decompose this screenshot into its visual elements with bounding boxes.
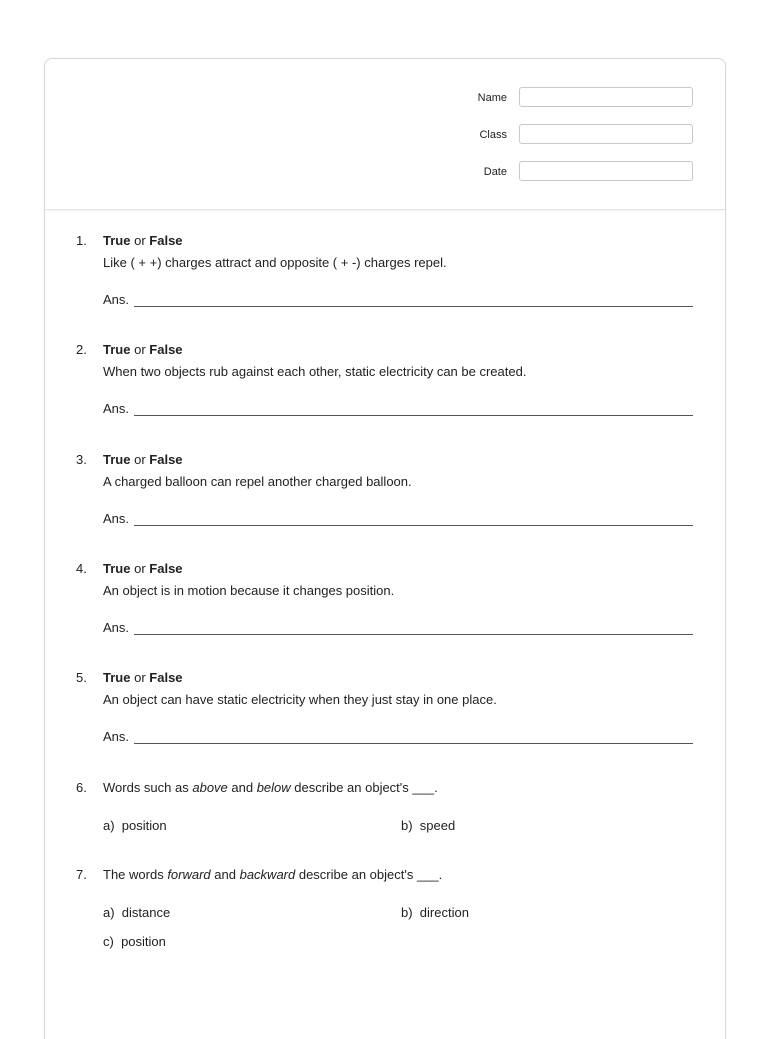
- false-word: False: [149, 233, 183, 248]
- answer-label: Ans.: [103, 620, 130, 635]
- true-word: True: [103, 452, 131, 467]
- true-false-prompt: [103, 452, 693, 468]
- statement-text: and: [227, 780, 257, 795]
- name-field[interactable]: [519, 87, 693, 107]
- or-word: or: [134, 561, 146, 576]
- emphasis-word: below: [256, 780, 291, 795]
- or-word: or: [134, 342, 146, 357]
- or-word: or: [134, 452, 146, 467]
- emphasis-word: above: [192, 780, 228, 795]
- name-label: Name: [477, 92, 507, 104]
- date-label: Date: [483, 166, 507, 178]
- false-word: False: [149, 452, 183, 467]
- class-field[interactable]: [519, 124, 693, 144]
- true-false-prompt: [103, 233, 693, 249]
- statement-text: describe an object's ___.: [290, 780, 438, 795]
- true-word: True: [103, 670, 131, 685]
- answer-row[interactable]: [103, 292, 693, 308]
- false-word: False: [149, 561, 183, 576]
- statement-text: The words: [103, 867, 168, 882]
- option-letter: a): [103, 905, 115, 920]
- or-word: or: [134, 233, 146, 248]
- answer-line[interactable]: [134, 306, 693, 307]
- option-text: position: [121, 818, 167, 833]
- answer-row[interactable]: [103, 620, 693, 636]
- true-word: True: [103, 342, 131, 357]
- question-statement: Like ( + +) charges attract and opposite ( + -) charges repel.: [103, 255, 447, 270]
- date-field[interactable]: [519, 161, 693, 181]
- answer-label: Ans.: [103, 292, 130, 307]
- answer-line[interactable]: [134, 525, 693, 526]
- statement-text: describe an object's ___.: [295, 867, 443, 882]
- option-text: speed: [419, 818, 456, 833]
- option-a[interactable]: [103, 818, 167, 834]
- question-number: 3.: [76, 452, 87, 467]
- question-statement: An object is in motion because it changes position.: [103, 583, 395, 598]
- worksheet-header: [45, 59, 725, 210]
- question-statement: [103, 780, 693, 796]
- answer-row[interactable]: [103, 729, 693, 745]
- option-letter: b): [401, 905, 413, 920]
- true-false-prompt: [103, 342, 693, 358]
- answer-label: Ans.: [103, 511, 130, 526]
- answer-line[interactable]: [134, 743, 693, 744]
- answer-line[interactable]: [134, 634, 693, 635]
- true-word: True: [103, 561, 131, 576]
- statement-text: and: [210, 867, 240, 882]
- option-letter: a): [103, 818, 115, 833]
- option-text: position: [121, 934, 166, 949]
- option-c[interactable]: [103, 934, 166, 950]
- or-word: or: [134, 670, 146, 685]
- answer-row[interactable]: [103, 401, 693, 417]
- answer-label: Ans.: [103, 401, 130, 416]
- option-b[interactable]: [401, 905, 469, 921]
- option-letter: b): [401, 818, 413, 833]
- question-number: 5.: [76, 670, 87, 685]
- true-word: True: [103, 233, 131, 248]
- false-word: False: [149, 342, 183, 357]
- emphasis-word: forward: [167, 867, 211, 882]
- question-statement: An object can have static electricity when they just stay in one place.: [103, 692, 497, 707]
- option-text: direction: [419, 905, 469, 920]
- question-number: 6.: [76, 780, 87, 795]
- question-number: 2.: [76, 342, 87, 357]
- answer-row[interactable]: [103, 511, 693, 527]
- option-a[interactable]: [103, 905, 170, 921]
- worksheet-card: [44, 58, 726, 1039]
- false-word: False: [149, 670, 183, 685]
- true-false-prompt: [103, 670, 693, 686]
- question-number: 4.: [76, 561, 87, 576]
- option-letter: c): [103, 934, 114, 949]
- answer-label: Ans.: [103, 729, 130, 744]
- question-statement: When two objects rub against each other, static electricity can be created.: [103, 364, 527, 379]
- question-number: 7.: [76, 867, 87, 882]
- question-statement: [103, 867, 693, 883]
- question-number: 1.: [76, 233, 87, 248]
- class-label: Class: [479, 129, 507, 141]
- question-statement: A charged balloon can repel another charged balloon.: [103, 474, 412, 489]
- statement-text: Words such as: [103, 780, 193, 795]
- answer-line[interactable]: [134, 415, 693, 416]
- true-false-prompt: [103, 561, 693, 577]
- emphasis-word: backward: [239, 867, 296, 882]
- option-b[interactable]: [401, 818, 455, 834]
- option-text: distance: [121, 905, 171, 920]
